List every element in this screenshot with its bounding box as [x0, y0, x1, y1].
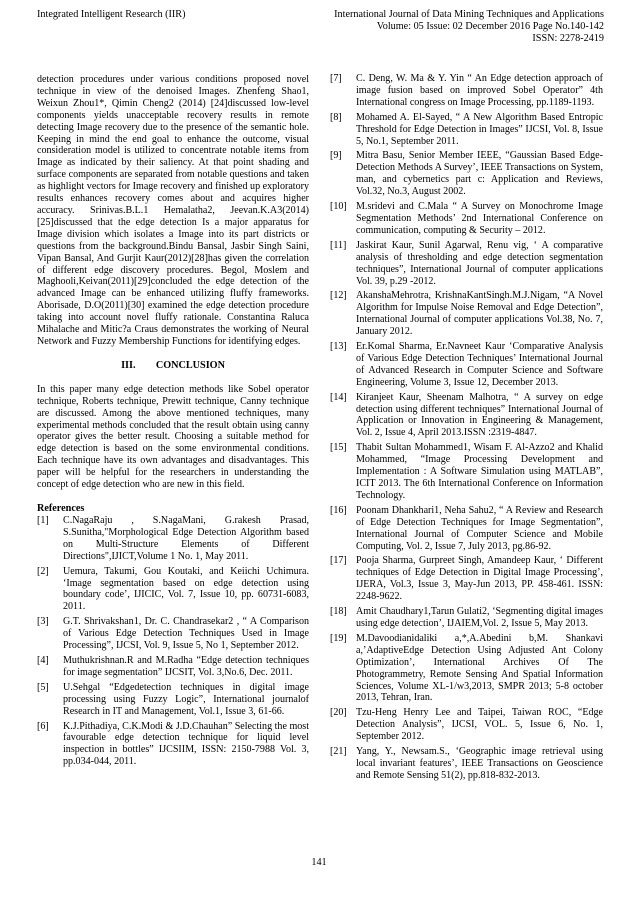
conclusion-paragraph: In this paper many edge detection methods like Sobel operator technique, Roberts technique, Prewitt technique, Canny technique are discussed. Among the above mentioned techniques, many experimental methods concluded that the result obtain using canny operator gives the better result. Choosing a suitable method for edge detection is based on the some environmental conditions. Each technique have its own advantages and disadvantages. This paper will be helpful for the researchers in understanding the concept of edge detection who are new in this field. [37, 383, 309, 491]
reference-item [330, 746, 603, 782]
reference-number: [16] [330, 504, 347, 516]
reference-number: [19] [330, 632, 347, 644]
reference-item [330, 555, 603, 603]
running-header-left: Integrated Intelligent Research (IIR) [37, 9, 186, 20]
reference-text: Thabit Sultan Mohammed1, Wisam F. Al-Azzo2 and Khalid Mohammed, “Image Processing Development and Implementation : A Software Simulation using MATLAB”, ICIT 2013. The 6th International Conference on Information Technology. [356, 442, 603, 501]
reference-text: M.sridevi and C.Mala “ A Survey on Monochrome Image Segmentation Methods’ 2nd International Conference on communication, computing & Security – 2012. [356, 201, 603, 236]
reference-text: Pooja Sharma, Gurpreet Singh, Amandeep Kaur, ‘ Different techniques of Edge Detection in Digital Image Processing’, IJERA, Vol.3, Issue 3, May-Jun 2013, PP. 458-461. ISSN: 2248-9622. [356, 555, 603, 603]
reference-item [330, 290, 603, 338]
reference-number: [10] [330, 201, 347, 213]
reference-text: C.NagaRaju , S.NagaMani, G.rakesh Prasad, S.Sunitha,"Morphological Edge Detection Algorithm based on Multi-Structure Elements of Different Directions",IJICT,Volume 1 No. 1, May 2011. [63, 515, 309, 562]
left-column [37, 74, 309, 771]
reference-number: [2] [37, 565, 49, 577]
references-heading: References [37, 503, 85, 514]
reference-text: Muthukrishnan.R and M.Radha “Edge detection techniques for image segmentation” IJCSIT, Vol. 3,No.6, Dec. 2011. [63, 654, 309, 678]
reference-text: Mitra Basu, Senior Member IEEE, “Gaussian Based Edge-Detection Methods A Survey’, IEEE Transactions on System, man, and cybernetics part c: Application and Reviews, Vol.32, No.3, August 2002. [356, 150, 603, 198]
reference-text: Tzu-Heng Henry Lee and Taipei, Taiwan ROC, “Edge Detection Analysis”, IJCSI, VOL. 5, Issue 6, No. 1, September 2012. [356, 707, 603, 743]
reference-item [330, 73, 603, 109]
running-header-right [284, 9, 604, 46]
volume-info: Volume: 05 Issue: 02 December 2016 Page No.140-142 [376, 21, 604, 33]
reference-item [330, 150, 603, 198]
reference-text: Amit Chaudhary1,Tarun Gulati2, ‘Segmenting digital images using edge detection’, IJAIEM,Vol. 2, Issue 5, May 2013. [356, 606, 603, 629]
reference-number: [3] [37, 616, 49, 628]
right-column [330, 73, 603, 785]
reference-item [330, 606, 603, 630]
reference-text: Poonam Dhankhari1, Neha Sahu2, “ A Review and Research of Edge Detection Techniques for Image Segmentation”, International Journal of Computer Science and Mobile Computing, Vol. 2, Issue 7, July 2013, pg.86-92. [356, 504, 603, 552]
reference-text: K.J.Pithadiya, C.K.Modi & J.D.Chauhan” Selecting the most favourable edge detection technique for liquid level inspection in bottles” IJCSIIM, ISSN: 2150-7988 Vol. 3, pp.034-044, 2011. [63, 720, 309, 768]
reference-number: [5] [37, 681, 49, 693]
reference-text: Uemura, Takumi, Gou Koutaki, and Keiichi Uchimura. ‘Image segmentation based on edge detection using boundary code’, IJICIC, Vol. 7, Issue 10, pp. 60731-6083, 2011. [63, 565, 309, 613]
issn: ISSN: 2278-2419 [532, 33, 604, 45]
body-paragraph: detection procedures under various conditions proposed novel technique in view of the denoised Images. Zhenfeng Shao1, Weixun Zhou1*, Qimin Cheng2 (2014) [24]discussed low-level components yields unacceptable recovery results in remote detecting Image recovery due to the presence of the semantic hole. Keeping in mind the end goal to enhance the outcome, visual consideration model is utilized to concentrate notable items from Image as indicated by their saliency. At that point shading and surface components are separated from notable questions and taken as highlight vectors for Image recovery and finished up exploratory results enhances recovery comes about and acquires higher accuracy. Srinivas.B.L.1 Hemalatha2, Jeevan.K.A3(2014)[25]discussed that the edge detection Is a major apparatus for Image division which isolates a Image into its part districts or questions from the background.Bindu Bansal, Jasbir Singh Saini, Vipan Bansal, And Gurjit Kaur(2012)[28]has given the correlation of different edge discovery procedures. Begol, Moslem and Maghooli,Keivan(2011)[29]concluded the edge detection of the advanced Image can be enhanced utilizing fluffy frameworks. Aborisade, D.O(2011)[30] examined the edge detection procedure taking into account novel fluffy rationale. Constantina Raluca Mihalache and Mitic?a Craus demonstrates the working of Neural Network and Fuzzy Membership Functions for identifying edges. [37, 74, 309, 347]
reference-item [37, 682, 309, 718]
reference-text: M.Davoodianidaliki a,*,A.Abedini b,M. Shankavi a,’AdaptiveEdge Detection Using Adjusted Ant Colony Optimization’, International Archives Of The Photogrammetry, Remote Sensing And Spatial Information Sciences, Volume XL-1/w3,2013, SMPR 2013; 5-8 october 2013, Tehran, Iran. [356, 632, 603, 704]
reference-number: [18] [330, 606, 347, 618]
reference-item [330, 240, 603, 288]
reference-number: [8] [330, 111, 342, 123]
reference-number: [14] [330, 391, 347, 403]
reference-item [37, 655, 309, 679]
reference-item [330, 633, 603, 704]
reference-number: [6] [37, 720, 49, 732]
reference-text: Mohamed A. El-Sayed, “ A New Algorithm Based Entropic Threshold for Edge Detection in Images” IJCSI, Vol. 8, Issue 5, No.1, September 2011. [356, 111, 603, 147]
reference-number: [12] [330, 290, 347, 302]
reference-number: [1] [37, 515, 49, 526]
reference-text: C. Deng, W. Ma & Y. Yin “ An Edge detection approach of image fusion based on improved Sobel Operator” 4th International congress on Image Processing, pp.1189-1193. [356, 73, 603, 108]
reference-item [37, 616, 309, 652]
reference-number: [9] [330, 150, 342, 162]
reference-text: Yang, Y., Newsam.S., ‘Geographic image retrieval using local invariant features’, IEEE Transactions on Geoscience and Remote Sensing 51(2), pp.818-832-2013. [356, 746, 603, 781]
reference-text: Jaskirat Kaur, Sunil Agarwal, Renu vig, ‘ A comparative analysis of thresholding and edge detection segmentation techniques”, International Journal of computer applications Vol. 39, p.29 -2012. [356, 239, 603, 287]
reference-item [330, 341, 603, 389]
reference-text: AkanshaMehrotra, KrishnaKantSingh.M.J.Nigam, “A Novel Algorithm for Impulse Noise Removal and Edge Detection”, International Journal of computer applications Vol.38, No. 7, January 2012. [356, 290, 603, 338]
reference-item [330, 505, 603, 553]
reference-text: Kiranjeet Kaur, Sheenam Malhotra, “ A survey on edge detection using different techniques” International Journal of Application or Innovation in Engineering & Management, Vol. 2, Issue 4, April 2013.ISSN :2319-4847. [356, 391, 603, 439]
reference-item [37, 566, 309, 614]
reference-item [330, 442, 603, 502]
journal-name: International Journal of Data Mining Techniques and Applications [334, 9, 604, 20]
reference-number: [7] [330, 73, 342, 84]
page-number: 141 [311, 857, 327, 868]
reference-number: [21] [330, 746, 347, 758]
reference-number: [4] [37, 654, 49, 666]
reference-item [37, 721, 309, 769]
reference-number: [17] [330, 555, 347, 567]
reference-text: G.T. Shrivakshan1, Dr. C. Chandrasekar2 , “ A Comparison of Various Edge Detection Techniques Used in Image Processing”, IJCSI, Vol. 9, Issue 5, No 1, September 2012. [63, 616, 309, 652]
reference-item [37, 515, 309, 563]
reference-number: [20] [330, 707, 347, 719]
reference-text: U.Sehgal “Edgedetection techniques in digital image processing using Fuzzy Logic”, International journalof Research in IT and Management, Vol.1, Issue 3, 61-66. [63, 681, 309, 717]
reference-item [330, 392, 603, 440]
reference-number: [15] [330, 442, 347, 454]
section-heading-conclusion: III. CONCLUSION [121, 359, 225, 371]
reference-item [330, 707, 603, 743]
reference-item [330, 112, 603, 148]
reference-number: [13] [330, 341, 347, 353]
reference-item [330, 201, 603, 237]
reference-text: Er.Komal Sharma, Er.Navneet Kaur ‘Comparative Analysis of Various Edge Detection Techniques’ International Journal of Advanced Research in Computer Science and Software Engineering, Volume 3, Issue 12, December 2013. [356, 341, 603, 388]
reference-number: [11] [330, 239, 347, 251]
